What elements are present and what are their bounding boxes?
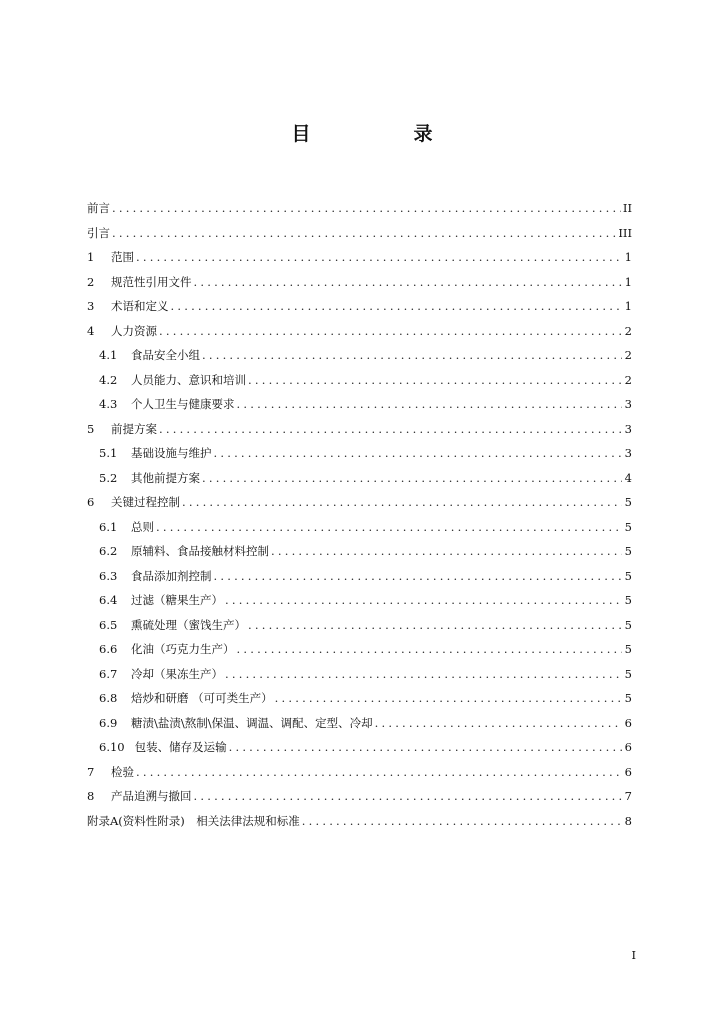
toc-entry[interactable] [87,490,632,515]
toc-entry[interactable] [87,686,632,711]
toc-entry-page: 2 [624,348,632,362]
toc-entry[interactable] [87,343,632,368]
toc-dot-leader [225,662,622,687]
toc-entry[interactable] [87,637,632,662]
toc-entry-number: 4.1 [99,348,118,362]
toc-dot-leader [171,294,623,319]
toc-dot-leader [237,637,623,662]
toc-entry[interactable] [87,515,632,540]
toc-entry-page: 5 [624,495,632,509]
toc-dot-leader [214,441,623,466]
toc-entry-title: 糖渍\盐渍\熬制\保温、调温、调配、定型、冷却 [131,715,373,730]
toc-entry-page: 2 [624,372,632,387]
toc-dot-leader [375,711,622,736]
toc-entry-title: 化油（巧克力生产） [131,642,235,656]
toc-entry-title: 产品追溯与撤回 [111,789,192,803]
toc-dot-leader [136,245,622,270]
toc-entry[interactable] [87,784,632,809]
toc-entry-title: 前提方案 [111,421,157,436]
toc-dot-leader [202,466,622,491]
toc-entry[interactable] [87,270,632,295]
toc-dot-leader [194,784,623,809]
toc-dot-leader [229,735,622,760]
toc-entry-number: 1 [87,250,95,264]
toc-entry-title: 关键过程控制 [111,495,180,509]
toc-entry[interactable] [87,564,632,589]
toc-entry-title: 原辅料、食品接触材料控制 [131,544,269,558]
toc-dot-leader [156,515,622,540]
toc-entry-page: 5 [624,544,632,558]
toc-entry-page: 3 [624,421,632,436]
toc-dot-leader [237,392,623,417]
toc-entry-number: 5 [87,421,95,436]
toc-entry-title: 术语和定义 [111,299,169,313]
toc-entry-number: 2 [87,274,95,289]
toc-entry-title: 食品安全小组 [131,348,200,362]
toc-entry-page: 4 [624,470,632,485]
toc-entry-number: 7 [87,764,95,779]
toc-entry-page: 5 [624,691,632,705]
toc-dot-leader [248,368,622,393]
toc-dot-leader [214,564,623,589]
toc-entry-title: 前言 [87,201,110,215]
toc-entry-number: 4.2 [99,372,118,387]
toc-entry-page: 5 [624,642,632,656]
toc-entry-number: 3 [87,299,95,313]
toc-entry-number: 6.4 [99,593,118,607]
toc-entry[interactable] [87,613,632,638]
toc-entry-page: 5 [624,519,632,534]
toc-entry-title: 范围 [111,250,134,264]
table-of-contents [87,196,632,833]
toc-entry[interactable] [87,417,632,442]
toc-entry-number: 6.7 [99,666,118,681]
toc-dot-leader [302,809,622,834]
toc-entry-number: 6.5 [99,617,118,632]
toc-entry-title: 包装、储存及运输 [134,740,227,754]
toc-entry[interactable] [87,368,632,393]
toc-entry-number: 4.3 [99,397,118,411]
toc-dot-leader [271,539,622,564]
toc-entry[interactable] [87,319,632,344]
toc-dot-leader [225,588,622,613]
toc-entry[interactable] [87,711,632,736]
toc-entry-title: 人力资源 [111,323,157,338]
toc-entry-number: 6.1 [99,519,118,534]
toc-entry-number: 4 [87,323,95,338]
toc-entry-page: 6 [624,715,632,730]
toc-entry-page: 8 [624,813,632,828]
toc-dot-leader [112,196,621,221]
toc-entry-page: II [622,201,632,215]
toc-dot-leader [275,686,622,711]
page-number: I [631,948,636,962]
toc-entry[interactable] [87,245,632,270]
toc-entry[interactable] [87,294,632,319]
toc-entry-number: 6.6 [99,642,118,656]
page-title: 目 录 [291,123,475,145]
toc-entry-title: 引言 [87,225,110,240]
toc-entry[interactable] [87,809,632,834]
toc-entry-title: 检验 [111,764,134,779]
toc-entry-page: 6 [624,764,632,779]
toc-entry[interactable] [87,221,632,246]
toc-entry-number: 6.9 [99,715,118,730]
toc-entry-title: 个人卫生与健康要求 [131,397,235,411]
toc-entry-page: 5 [624,617,632,632]
toc-entry[interactable] [87,539,632,564]
toc-entry-title: 冷却（果冻生产） [131,666,223,681]
toc-entry-title: 其他前提方案 [131,470,200,485]
toc-entry-page: 2 [624,323,632,338]
toc-entry[interactable] [87,760,632,785]
toc-entry-title: 规范性引用文件 [111,274,192,289]
toc-entry-page: III [618,225,632,240]
toc-dot-leader [159,319,622,344]
toc-entry-page: 7 [624,789,632,803]
toc-entry[interactable] [87,392,632,417]
toc-dot-leader [136,760,622,785]
toc-entry-page: 1 [624,250,632,264]
toc-entry-number: 6.10 [99,740,125,754]
toc-entry-page: 1 [624,274,632,289]
toc-entry[interactable] [87,441,632,466]
toc-entry[interactable] [87,466,632,491]
toc-entry-number: 5.2 [99,470,118,485]
toc-entry-number: 6.8 [99,691,118,705]
toc-entry-page: 5 [624,568,632,583]
toc-dot-leader [202,343,622,368]
toc-entry-title: 人员能力、意识和培训 [131,372,246,387]
toc-entry-page: 5 [624,666,632,681]
toc-entry-page: 1 [624,299,632,313]
toc-entry[interactable] [87,588,632,613]
toc-entry-number: 6.2 [99,544,118,558]
toc-entry-title: 总则 [131,519,154,534]
toc-entry-number: 6.3 [99,568,118,583]
toc-entry-title: 基础设施与维护 [131,446,212,460]
toc-dot-leader [194,270,623,295]
toc-dot-leader [248,613,622,638]
toc-entry[interactable] [87,735,632,760]
toc-entry-number: 5.1 [99,446,118,460]
toc-entry-title: 食品添加剂控制 [131,568,212,583]
toc-entry[interactable] [87,196,632,221]
toc-entry-page: 6 [624,740,632,754]
toc-entry-title: 焙炒和研磨 （可可类生产） [131,691,273,705]
toc-entry-page: 5 [624,593,632,607]
toc-entry-number: 8 [87,789,95,803]
toc-entry[interactable] [87,662,632,687]
toc-entry-page: 3 [624,397,632,411]
toc-dot-leader [159,417,622,442]
toc-entry-page: 3 [624,446,632,460]
toc-dot-leader [112,221,616,246]
toc-dot-leader [182,490,622,515]
toc-entry-title: 过滤（糖果生产） [131,593,223,607]
toc-entry-number: 6 [87,495,95,509]
toc-entry-title: 熏硫处理（蜜饯生产） [131,617,246,632]
toc-entry-title: 附录A(资料性附录) 相关法律法规和标准 [87,813,300,828]
